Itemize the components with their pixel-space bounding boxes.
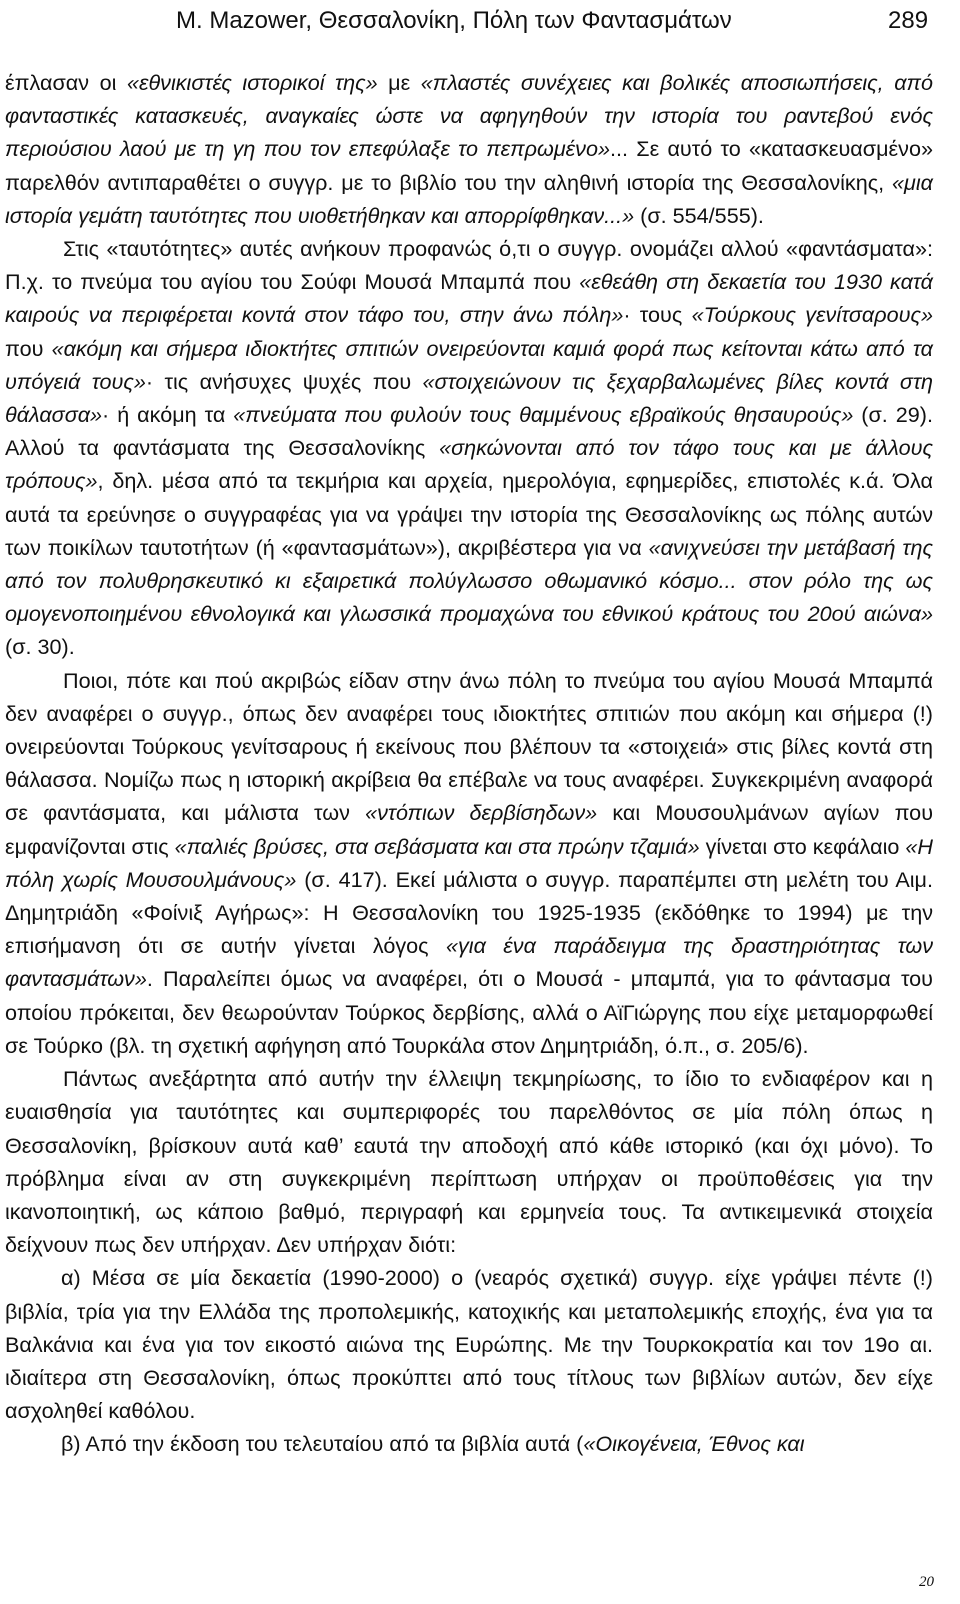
- italic-quote: «στοιχειώνουν τις ξεχαρβαλωμένες βίλες κοντά στη θάλασσα»: [5, 368, 934, 428]
- italic-quote: «μια ιστορία γεμάτη ταυτότητες που υιοθετήθηκαν και απορρίφθηκαν...»: [5, 169, 933, 228]
- text-run: γίνεται στο κεφάλαιο: [699, 833, 906, 859]
- text-run: (σ. 554/555).: [634, 202, 764, 228]
- text-run: και Μουσουλμάνων αγίων που εμφανίζονται στις: [5, 800, 934, 859]
- italic-quote: «ντόπιων δερβίσηδων»: [365, 800, 598, 826]
- italic-quote: «Οικογένεια, Έθνος και: [583, 1431, 805, 1457]
- body-paragraph: [5, 232, 933, 664]
- text-run: · τους: [623, 302, 692, 328]
- text-run: ... Σε αυτό το «κατασκευασμένο» παρελθόν αντιπαραθέτει ο συγγρ. με το βιβλίο του την αληθινή ιστορία της Θεσσαλονίκης,: [5, 136, 933, 195]
- italic-quote: «πλαστές συνέχειες και βολικές αποσιωπήσεις, από φανταστικές κατασκευές, αναγκαίες ώστε να αφηγηθούν την ιστορία του ραντεβού ενός περιούσιου λαού με τη γη που τον επεφύλαξε το πεπρωμένο»: [5, 70, 933, 162]
- body-paragraph: [5, 664, 933, 1062]
- list-paragraph: [5, 1261, 933, 1427]
- italic-quote: «Η πόλη χωρίς Μουσουλμάνους»: [5, 833, 933, 892]
- text-run: έπλασαν οι: [5, 70, 127, 95]
- text-run: · τις ανήσυχες ψυχές που: [145, 368, 423, 394]
- running-header: [0, 4, 960, 38]
- italic-quote: «παλιές βρύσες, στα σεβάσματα και στα πρώην τζαμιά»: [174, 833, 700, 859]
- text-run: , δηλ. μέσα από τα τεκμήρια και αρχεία, ημερολόγια, εφημερίδες, επιστολές κ.ά. Όλα αυτά τα ερεύνησε ο συγγραφέας για να γράψει την ιστορία της Θεσσαλονίκης ως πόλης αυτών των ποικίλων ταυτοτήτων (ή «φαντασμάτων»), ακριβέστερα για να: [5, 468, 933, 560]
- text-run: (σ. 29). Αλλού τα φαντάσματα της Θεσσαλονίκης: [5, 402, 933, 461]
- text-run: (σ. 417). Εκεί μάλιστα ο συγγρ. παραπέμπει στη μελέτη του Αιμ. Δημητριάδη «Φοίνιξ Αγήρως»: Η Θεσσαλονίκη του 1925-1935 (εκδόθηκε το 1994) με την επισήμανση ότι σε αυτήν γίνεται λόγος: [5, 866, 933, 959]
- italic-quote: «σηκώνονται από τον τάφο τους και με άλλους τρόπους»: [5, 435, 933, 494]
- body-paragraph: [5, 66, 933, 232]
- body-text: [5, 66, 933, 1461]
- text-run: Πάντως ανεξάρτητα από αυτήν την έλλειψη τεκμηρίωσης, το ίδιο το ενδιαφέρον και η ευαισθησία για ταυτότητες και συμπεριφορές του παρελθόντος σε μία πόλη όπως η Θεσσαλονίκη, βρίσκουν αυτά καθ’ εαυτά την αποδοχή από κάθε ιστορικό (και όχι μόνο). Το πρόβλημα είναι αν στη συγκεκριμένη περίπτωση υπήρχαν οι προϋποθέσεις για την ικανοποιητική, ως κάποιο βαθμό, περιγραφή και ερμηνεία τους. Τα αντικειμενικά στοιχεία δείχνουν πως δεν υπήρχαν. Δεν υπήρχαν διότι:: [5, 1066, 933, 1258]
- text-run: . Παραλείπει όμως να αναφέρει, ότι ο Μουσά - μπαμπά, για το φάντασμα του οποίου πρόκειται, δεν θεωρούνταν Τούρκος δερβίσης, αλλά ο ΑϊΓιώργης που είχε μεταμορφωθεί σε Τούρκο (βλ. τη σχετική αφήγηση από Τουρκάλα στον Δημητριάδη, ό.π., σ. 205/6).: [5, 966, 933, 1058]
- italic-quote: «πνεύματα που φυλούν τους θαμμένους εβραϊκούς θησαυρούς»: [233, 402, 854, 428]
- running-header-title: M. Mazower, Θεσσαλονίκη, Πόλη των Φαντασμάτων: [176, 7, 732, 34]
- italic-quote: «ακόμη και σήμερα ιδιοκτήτες σπιτιών ονειρεύονται καμιά φορά πως κείτονται κάτω από τα υπόγειά τους»: [5, 335, 933, 394]
- text-run: α) Μέσα σε μία δεκαετία (1990-2000) ο (νεαρός σχετικά) συγγρ. είχε γράψει πέντε (!) βιβλία, τρία για την Ελλάδα της προπολεμικής, κατοχικής και μεταπολεμικής εποχής, ένα για τα Βαλκάνια και ένα για τον εικοστό αιώνα της Ευρώπης. Με την Τουρκοκρατία και τον 19ο αι. ιδιαίτερα στη Θεσσαλονίκη, όπως προκύπτει από τους τίτλους των βιβλίων αυτών, δεν είχε ασχοληθεί καθόλου.: [5, 1265, 933, 1424]
- italic-quote: «για ένα παράδειγμα της δραστηριότητας των φαντασμάτων»: [5, 933, 933, 992]
- italic-quote: «Τούρκους γενίτσαρους»: [691, 302, 934, 328]
- text-run: που: [5, 335, 52, 361]
- text-run: · ή ακόμη τα: [102, 402, 234, 428]
- italic-quote: «ανιχνεύσει την μετάβασή της από τον πολυθρησκευτικό κι εξαιρετικά πολύγλωσσο οθωμανικό κόσμο... στον ρόλο της ως ομογενοποιημένου εθνολογικά και γλωσσικά προμαχώνα του εθνικού κράτους του 20ού αιώνα»: [5, 534, 933, 627]
- list-paragraph: [5, 1427, 933, 1460]
- italic-quote: «εθνικιστές ιστορικοί της»: [126, 70, 378, 95]
- text-run: (σ. 30).: [5, 634, 75, 660]
- footer-page-number: 20: [919, 1574, 934, 1590]
- text-run: Στις «ταυτότητες» αυτές ανήκουν προφανώς ό,τι ο συγγρ. ονομάζει αλλού «φαντάσματα»: Π.χ. το πνεύμα του αγίου του Σούφι Μουσά Μπαμπά που: [5, 236, 933, 295]
- italic-quote: «εθεάθη στη δεκαετία του 1930 κατά καιρούς να περιφέρεται κοντά στον τάφο του, στην άνω πόλη»: [5, 269, 933, 328]
- text-run: β) Από την έκδοση του τελευταίου από τα βιβλία αυτά (: [61, 1431, 584, 1457]
- body-paragraph: [5, 1062, 933, 1261]
- header-page-number: 289: [888, 7, 929, 34]
- text-run: Ποιοι, πότε και πού ακριβώς είδαν στην άνω πόλη το πνεύμα του αγίου Μουσά Μπαμπά δεν αναφέρει ο συγγρ., όπως δεν αναφέρει τους ιδιοκτήτες σπιτιών που ακόμη και σήμερα (!) ονειρεύονται Τούρκους γενίτσαρους ή εκείνους που βλέπουν τα «στοιχειά» στις βίλες κοντά στη θάλασσα. Νομίζω πως η ιστορική ακρίβεια θα επέβαλε να τους αναφέρει. Συγκεκριμένη αναφορά σε φαντάσματα, και μάλιστα των: [5, 667, 933, 826]
- text-run: με: [377, 70, 421, 95]
